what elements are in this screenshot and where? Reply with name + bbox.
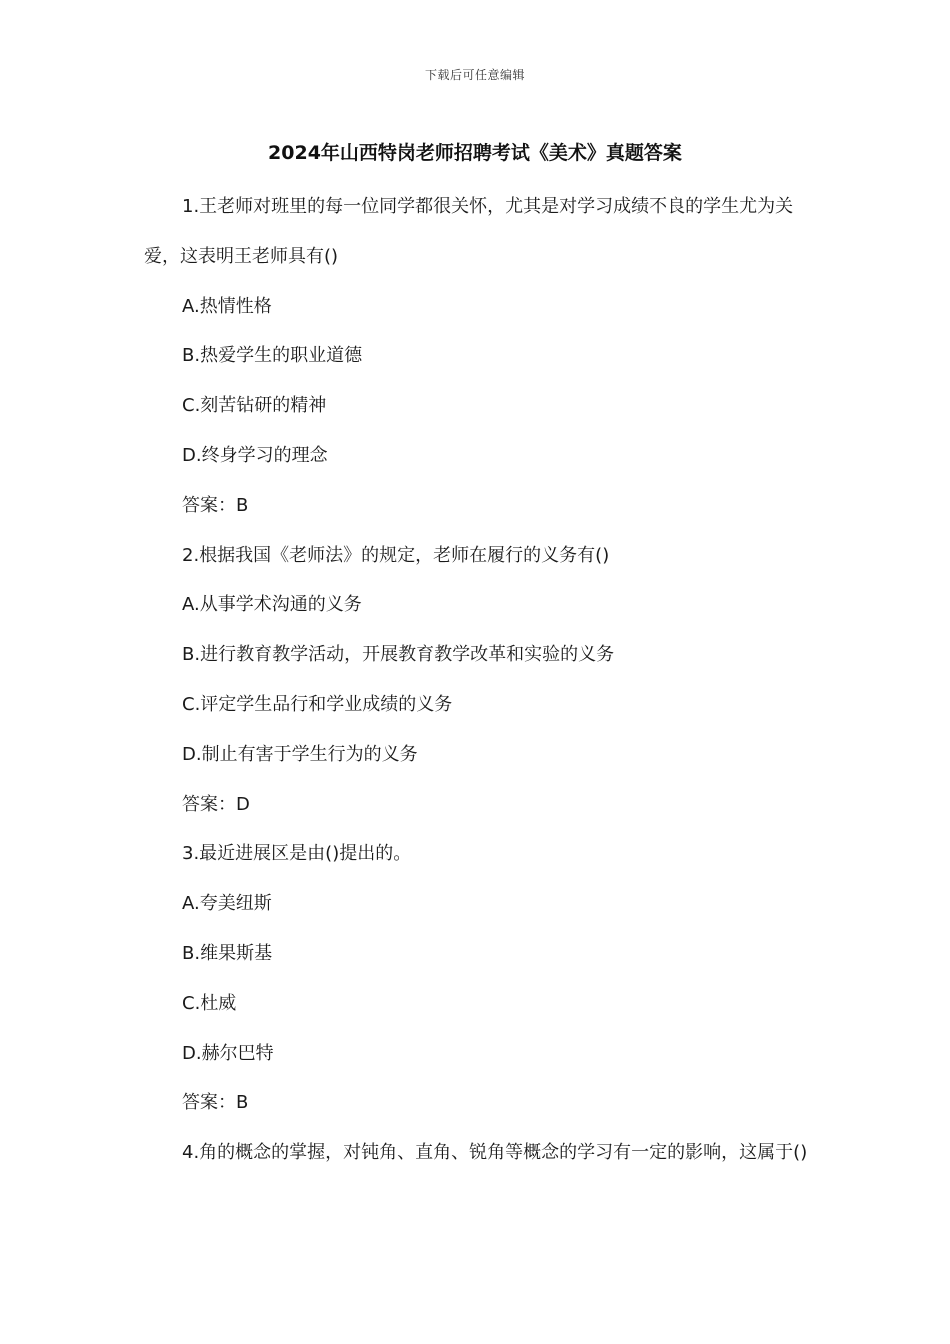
question-3-stem: 3.最近进展区是由()提出的。	[182, 843, 412, 865]
question-1-option-d: D.终身学习的理念	[182, 444, 328, 466]
question-1-option-c: C.刻苦钻研的精神	[182, 395, 327, 417]
question-1-answer: 答案：B	[182, 494, 249, 516]
header-note: 下载后可任意编辑	[424, 68, 525, 82]
question-2-option-a: A.从事学术沟通的义务	[182, 594, 362, 616]
question-2-answer: 答案：D	[182, 793, 250, 815]
question-2-option-d: D.制止有害于学生行为的义务	[182, 743, 418, 765]
question-3-answer: 答案：B	[182, 1092, 249, 1114]
question-1-stem: 1.王老师对班里的每一位同学都很关怀，尤其是对学习成绩不良的学生尤为关爱，这表明王老师具有()	[144, 196, 794, 267]
question-2-stem: 2.根据我国《老师法》的规定，老师在履行的义务有()	[182, 544, 610, 566]
question-1-option-a: A.热情性格	[182, 295, 272, 317]
question-1-option-b: B.热爱学生的职业道德	[182, 345, 363, 367]
question-3-option-c: C.杜威	[182, 992, 237, 1014]
document-title: 2024年山西特岗老师招聘考试《美术》真题答案	[268, 142, 682, 164]
document-body	[144, 182, 809, 1178]
question-4-stem: 4.角的概念的掌握，对钝角、直角、锐角等概念的学习有一定的影响，这属于()	[182, 1142, 808, 1164]
question-3-option-b: B.维果斯基	[182, 942, 273, 964]
question-3-option-a: A.夸美纽斯	[182, 893, 272, 915]
question-2-option-c: C.评定学生品行和学业成绩的义务	[182, 693, 453, 715]
question-3-option-d: D.赫尔巴特	[182, 1042, 274, 1064]
question-2-option-b: B.进行教育教学活动，开展教育教学改革和实验的义务	[182, 644, 615, 666]
